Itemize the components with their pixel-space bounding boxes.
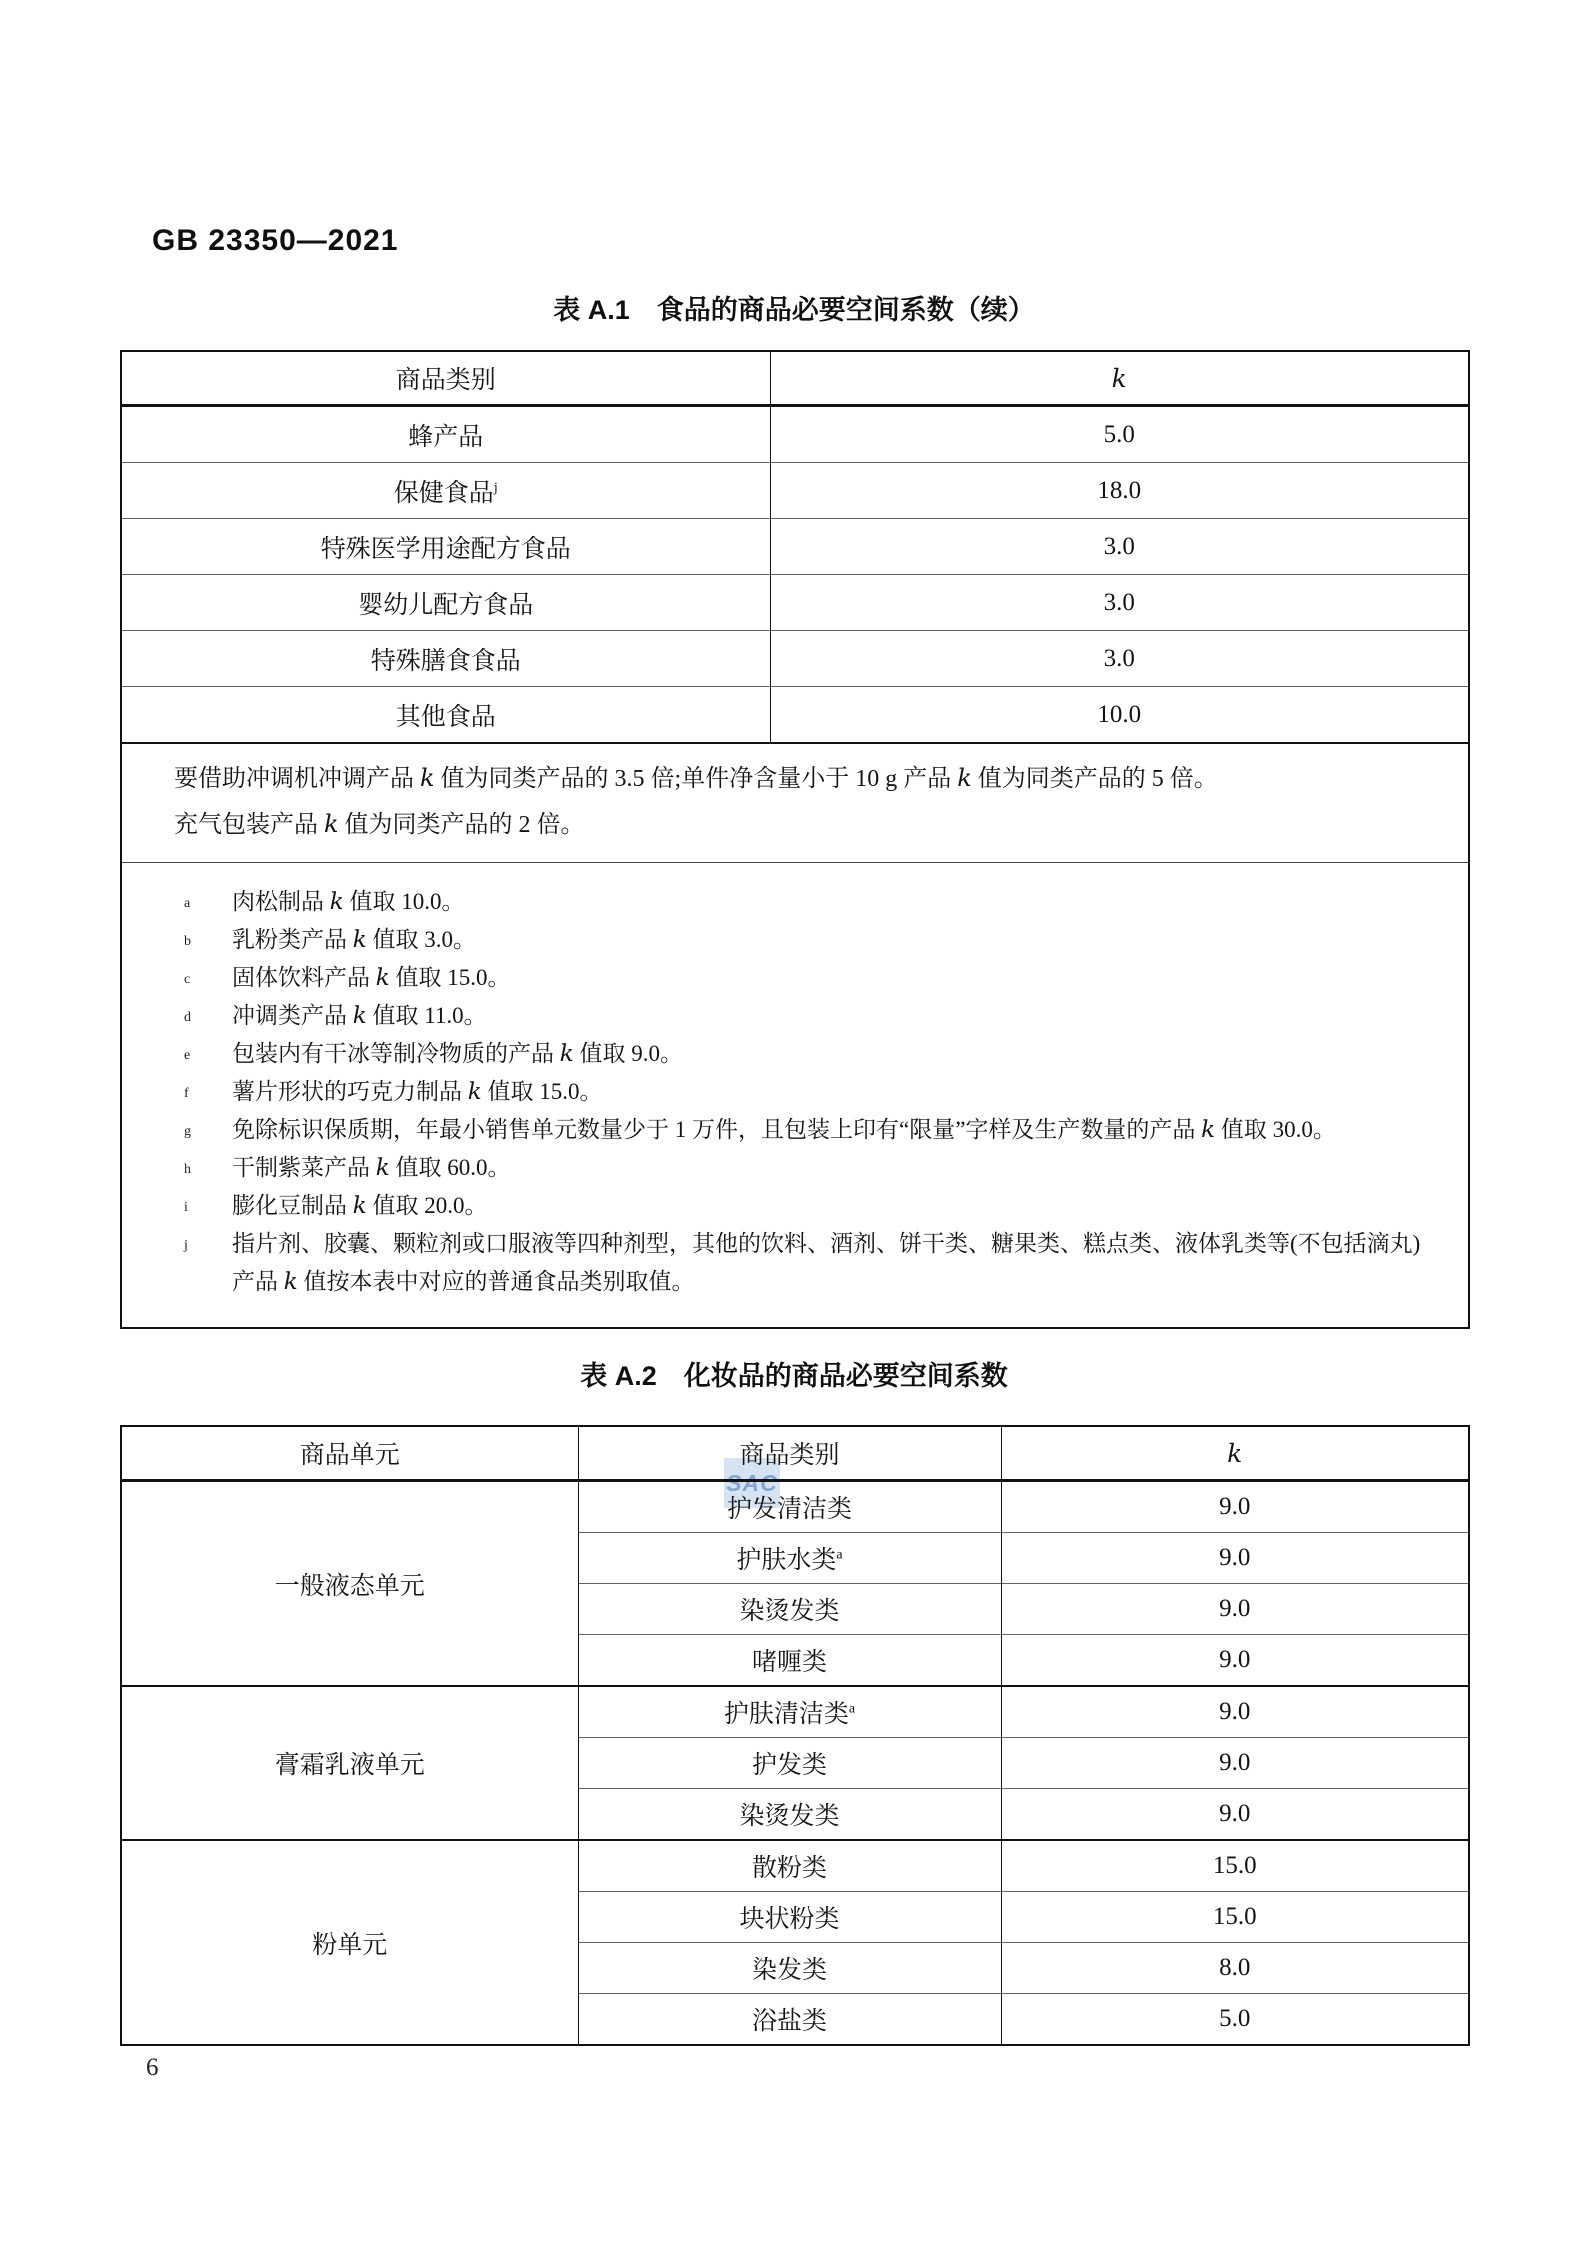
k-value-cell: 3.0 <box>770 575 1469 631</box>
a2-header-row <box>121 1426 1469 1481</box>
footnote-marker: j <box>184 1238 188 1253</box>
table-row <box>121 1481 1469 1533</box>
category-cell: 啫喱类 <box>578 1635 1001 1687</box>
a1-notes-section <box>121 743 1469 1328</box>
k-value-cell: 10.0 <box>770 687 1469 744</box>
footnote-line <box>122 921 1432 959</box>
table-row <box>121 519 1469 575</box>
table-a1 <box>120 350 1470 1329</box>
standard-code: GB 23350—2021 <box>152 224 399 257</box>
k-variable: k <box>283 1269 298 1295</box>
category-cell: 散粉类 <box>578 1840 1001 1892</box>
footnote-line <box>122 883 1432 921</box>
category-cell: 保健食品$^j$ <box>121 463 770 519</box>
footnote-line <box>122 1073 1432 1111</box>
category-cell: 染发类 <box>578 1943 1001 1994</box>
footnote-text: 包装内有干冰等制冷物质的产品 k 值取 9.0。 <box>232 1041 683 1067</box>
footnote-marker: g <box>184 1124 191 1139</box>
category-cell: 其他食品 <box>121 687 770 744</box>
k-value-cell: 3.0 <box>770 631 1469 687</box>
footnote-marker: f <box>184 1086 189 1101</box>
k-variable: k <box>467 1079 482 1105</box>
page-number: 6 <box>146 2054 159 2081</box>
a2-rows <box>121 1481 1469 2046</box>
a1-footnotes-cell <box>121 863 1469 1329</box>
k-value-cell: 3.0 <box>770 519 1469 575</box>
footnote-line <box>122 1111 1432 1149</box>
a2-header-unit: 商品单元 <box>121 1426 578 1481</box>
footnote-text: 薯片形状的巧克力制品 k 值取 15.0。 <box>232 1079 603 1105</box>
a1-header-category: 商品类别 <box>121 351 770 406</box>
footnote-ref: a <box>848 1701 856 1717</box>
k-variable: k <box>957 764 972 792</box>
k-variable: k <box>352 927 367 953</box>
category-cell: 染烫发类 <box>578 1789 1001 1841</box>
unit-cell: 粉单元 <box>121 1840 578 2045</box>
footnote-line <box>122 1187 1432 1225</box>
table-row <box>121 463 1469 519</box>
footnote-text: 冲调类产品 k 值取 11.0。 <box>232 1003 487 1029</box>
table-row <box>121 406 1469 463</box>
footnote-line <box>122 1149 1432 1187</box>
a2-header-category: 商品类别 <box>578 1426 1001 1481</box>
a1-footnotes-row <box>121 863 1469 1329</box>
a1-header-k: k <box>770 351 1469 406</box>
category-cell: 蜂产品 <box>121 406 770 463</box>
k-variable: k <box>352 1193 367 1219</box>
category-cell: 块状粉类 <box>578 1892 1001 1943</box>
k-value-cell: 18.0 <box>770 463 1469 519</box>
footnote-line <box>122 1035 1432 1073</box>
a1-note-cell <box>121 743 1469 863</box>
a1-header-row <box>121 351 1469 406</box>
k-variable: k <box>352 1003 367 1029</box>
note-line: 要借助冲调机冲调产品 k 值为同类产品的 3.5 倍;单件净含量小于 10 g 产品 k 值为同类产品的 5 倍。 <box>174 764 1218 792</box>
category-cell: 浴盐类 <box>578 1994 1001 2046</box>
footnote-marker: h <box>184 1162 191 1177</box>
sac-watermark: SAC <box>724 1458 780 1508</box>
unit-cell: 膏霜乳液单元 <box>121 1686 578 1840</box>
table-row <box>121 631 1469 687</box>
k-value-cell: 5.0 <box>1001 1994 1469 2046</box>
footnote-text: 指片剂、胶囊、颗粒剂或口服液等四种剂型，其他的饮料、酒剂、饼干类、糖果类、糕点类、液体乳类等(不包括滴丸)产品 k 值按本表中对应的普通食品类别取值。 <box>232 1231 1421 1295</box>
footnote-text: 固体饮料产品 k 值取 15.0。 <box>232 965 511 991</box>
table-row <box>121 1840 1469 1892</box>
footnote-line <box>122 959 1432 997</box>
k-value-cell: 9.0 <box>1001 1584 1469 1635</box>
table-a2-title: 表 A.2 化妆品的商品必要空间系数 <box>580 1361 1008 1391</box>
k-value-cell: 9.0 <box>1219 1493 1251 1520</box>
k-value-cell: 5.0 <box>1103 420 1135 448</box>
table-a1-title: 表 A.1 食品的商品必要空间系数（续） <box>553 295 1035 325</box>
footnote-text: 肉松制品 k 值取 10.0。 <box>232 889 465 915</box>
category-cell: 婴幼儿配方食品 <box>121 575 770 631</box>
note-line: 充气包装产品 k 值为同类产品的 2 倍。 <box>174 810 585 838</box>
k-variable: k <box>559 1041 574 1067</box>
k-value-cell: 9.0 <box>1001 1738 1469 1789</box>
table-row <box>121 687 1469 744</box>
footnote-text: 免除标识保质期，年最小销售单元数量少于 1 万件，且包装上印有“限量”字样及生产数量的产品 k 值取 30.0。 <box>232 1117 1336 1143</box>
category-cell: 染烫发类 <box>578 1584 1001 1635</box>
footnote-marker: i <box>184 1200 188 1215</box>
footnote-text: 膨化豆制品 k 值取 20.0。 <box>232 1193 488 1219</box>
footnote-marker: a <box>184 896 191 911</box>
k-variable: k <box>324 810 339 838</box>
footnote-line <box>122 1225 1432 1301</box>
category-cell: 护肤清洁类$^a$ <box>578 1686 1001 1738</box>
a1-note-row <box>121 743 1469 863</box>
footnote-ref: j <box>493 480 498 496</box>
footnote-marker: e <box>184 1048 191 1063</box>
k-variable: k <box>375 965 390 991</box>
k-value-cell: 9.0 <box>1001 1635 1469 1687</box>
footnote-marker: c <box>184 972 191 987</box>
unit-cell: 一般液态单元 <box>121 1481 578 1687</box>
k-variable: k <box>1201 1117 1216 1143</box>
category-cell: 特殊医学用途配方食品 <box>121 519 770 575</box>
k-value-cell: 9.0 <box>1001 1686 1469 1738</box>
k-value-cell: 9.0 <box>1001 1533 1469 1584</box>
a1-rows <box>121 406 1469 744</box>
k-value-cell: 8.0 <box>1001 1943 1469 1994</box>
k-variable: k <box>329 889 344 915</box>
a2-header-k: k <box>1001 1426 1469 1481</box>
category-cell: 护发清洁类 <box>578 1481 1001 1533</box>
category-cell: 护肤水类$^a$ <box>578 1533 1001 1584</box>
footnote-marker: d <box>184 1010 191 1025</box>
footnote-line <box>122 997 1432 1035</box>
k-value-cell: 15.0 <box>1001 1840 1469 1892</box>
footnote-marker: b <box>184 934 191 949</box>
footnote-text: 乳粉类产品 k 值取 3.0。 <box>232 927 476 953</box>
footnote-text: 干制紫菜产品 k 值取 60.0。 <box>232 1155 511 1181</box>
k-value-cell: 9.0 <box>1001 1789 1469 1841</box>
footnote-ref: a <box>836 1547 843 1563</box>
table-row <box>121 1686 1469 1738</box>
category-cell: 护发类 <box>578 1738 1001 1789</box>
category-cell: 特殊膳食食品 <box>121 631 770 687</box>
table-a2 <box>120 1425 1470 2046</box>
table-row <box>121 575 1469 631</box>
k-value-cell: 15.0 <box>1001 1892 1469 1943</box>
k-variable: k <box>420 764 435 792</box>
k-variable: k <box>375 1155 390 1181</box>
